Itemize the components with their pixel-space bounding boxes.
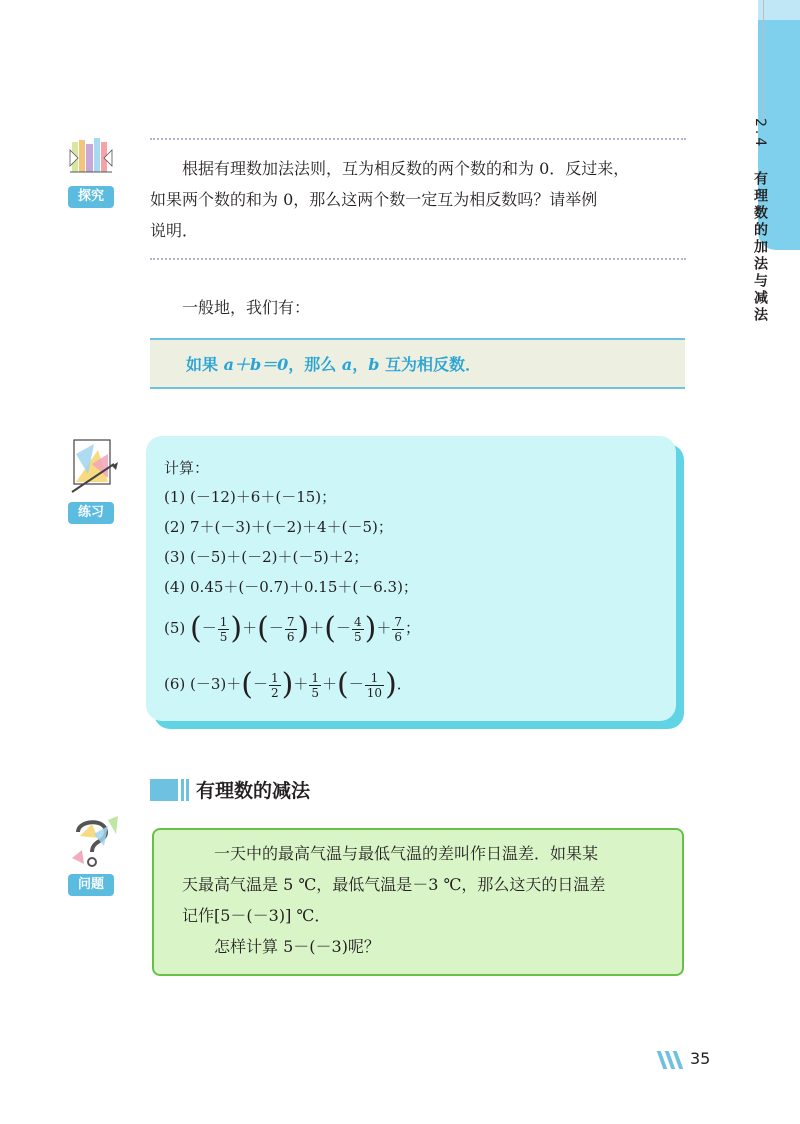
definition-separator: ， bbox=[352, 355, 369, 374]
fraction-denominator: 6 bbox=[286, 629, 295, 644]
exercise-item-4: (4) 0.45＋(－0.7)＋0.15＋(－6.3)； bbox=[164, 578, 418, 596]
exercise-item-2: (2) 7＋(－3)＋(－2)＋4＋(－5)； bbox=[164, 518, 393, 536]
open-paren: ( bbox=[190, 611, 202, 646]
fraction-sign: － bbox=[348, 675, 364, 693]
chapter-number: 2.4 bbox=[752, 118, 768, 150]
explore-icon-group bbox=[68, 136, 116, 212]
exercise-item-6: (6) (－3)＋(－ $\frac{1}{2}$ )＋ $\frac{1}{5}$ ＋(－ $\frac{1}{10}$ )． bbox=[164, 667, 412, 702]
notebook-pencil-icon bbox=[68, 434, 120, 496]
fraction-denominator: 5 bbox=[311, 685, 320, 700]
exercise-item-5: (5) (－ $\frac{1}{5}$ )＋(－ $\frac{7}{6}$ )＋(－ $\frac{4}{5}$ )＋ $\frac{7}{6}$ ； bbox=[164, 611, 421, 646]
item-5-label: (5) bbox=[164, 619, 186, 637]
fraction-denominator: 6 bbox=[394, 629, 402, 644]
fraction bbox=[285, 615, 297, 644]
explore-tag: 探究 bbox=[68, 186, 114, 208]
general-statement: 一般地，我们有： bbox=[182, 298, 311, 317]
question-tag: 问题 bbox=[68, 874, 114, 896]
definition-text bbox=[186, 352, 481, 375]
item-6-first-term: (－3)＋ bbox=[190, 675, 242, 693]
section-heading-stripe bbox=[186, 779, 189, 801]
question-line-4: 怎样计算 5－(－3)呢？ bbox=[214, 937, 380, 956]
item-6-label: (6) bbox=[164, 675, 186, 693]
section-title: 有理数的减法 bbox=[196, 780, 311, 802]
definition-middle: ，那么 bbox=[288, 355, 342, 374]
close-paren: ) bbox=[230, 611, 243, 646]
fraction-denominator: 5 bbox=[219, 629, 228, 644]
page-number: 35 bbox=[690, 1049, 711, 1068]
item-6-end: ． bbox=[396, 675, 412, 693]
exercise-intro: 计算： bbox=[164, 459, 210, 477]
side-divider bbox=[763, 0, 764, 120]
fraction-numerator: 1 bbox=[271, 670, 279, 685]
fraction bbox=[365, 671, 384, 700]
fraction-numerator: 1 bbox=[311, 670, 320, 685]
fraction-denominator: 2 bbox=[271, 685, 279, 700]
item-5-end: ； bbox=[405, 619, 421, 637]
question-icon-group bbox=[68, 814, 116, 898]
explore-line-3: 说明． bbox=[150, 221, 199, 240]
side-chapter-label bbox=[742, 118, 770, 324]
section-heading-stripe bbox=[181, 779, 184, 801]
open-paren: ( bbox=[257, 611, 269, 646]
definition-box bbox=[150, 338, 685, 389]
definition-var-a: a bbox=[341, 355, 353, 374]
explore-top-divider bbox=[150, 138, 686, 140]
exercise-icon-group bbox=[68, 434, 116, 526]
fraction-numerator: 4 bbox=[353, 614, 362, 629]
exercise-tag: 练习 bbox=[68, 502, 114, 524]
chapter-side-tab-highlight bbox=[758, 0, 800, 20]
question-mark-icon bbox=[68, 814, 120, 872]
close-paren: ) bbox=[385, 667, 397, 702]
fraction-denominator: 10 bbox=[366, 685, 383, 700]
fraction-numerator: 7 bbox=[394, 614, 402, 629]
fraction-denominator: 5 bbox=[353, 629, 362, 644]
fraction-numerator: 1 bbox=[219, 614, 228, 629]
definition-var-b: b bbox=[368, 355, 380, 374]
open-paren: ( bbox=[337, 667, 349, 702]
fraction bbox=[392, 615, 404, 644]
explore-bottom-divider bbox=[150, 258, 686, 260]
fraction-numerator: 7 bbox=[286, 614, 295, 629]
fraction-sign: － bbox=[253, 675, 269, 693]
close-paren: ) bbox=[297, 611, 310, 646]
definition-prefix: 如果 bbox=[186, 355, 224, 374]
fraction bbox=[269, 671, 281, 700]
section-heading-bar bbox=[150, 779, 178, 801]
fraction-numerator: 1 bbox=[365, 671, 384, 686]
question-line-1: 一天中的最高气温与最低气温的差叫作日温差．如果某 bbox=[214, 844, 599, 863]
close-paren: ) bbox=[364, 611, 377, 646]
fraction bbox=[218, 615, 230, 644]
books-icon bbox=[68, 136, 116, 184]
explore-line-2: 如果两个数的和为 0，那么这两个数一定互为相反数吗？请举例 bbox=[150, 190, 598, 209]
fraction-sign: － bbox=[201, 619, 217, 637]
question-line-2: 天最高气温是 5 ℃，最低气温是－3 ℃，那么这天的日温差 bbox=[182, 875, 606, 894]
chapter-title: 有理数的加法与减法 bbox=[752, 171, 768, 325]
page-number-group bbox=[660, 1048, 720, 1072]
open-paren: ( bbox=[324, 611, 336, 646]
fraction bbox=[309, 671, 321, 700]
exercise-item-1: (1) (－12)＋6＋(－15)； bbox=[164, 488, 337, 506]
question-line-3: 记作[5－(－3)] ℃． bbox=[182, 906, 331, 925]
definition-formula: a＋b＝0 bbox=[223, 355, 289, 374]
fraction-sign: － bbox=[268, 619, 284, 637]
explore-line-1: 根据有理数加法法则，互为相反数的两个数的和为 0．反过来， bbox=[182, 159, 630, 178]
definition-suffix: 互为相反数． bbox=[379, 355, 482, 374]
exercise-item-3: (3) (－5)＋(－2)＋(－5)＋2； bbox=[164, 548, 369, 566]
fraction bbox=[352, 615, 364, 644]
open-paren: ( bbox=[241, 667, 253, 702]
close-paren: ) bbox=[281, 667, 294, 702]
fraction-sign: － bbox=[335, 619, 351, 637]
